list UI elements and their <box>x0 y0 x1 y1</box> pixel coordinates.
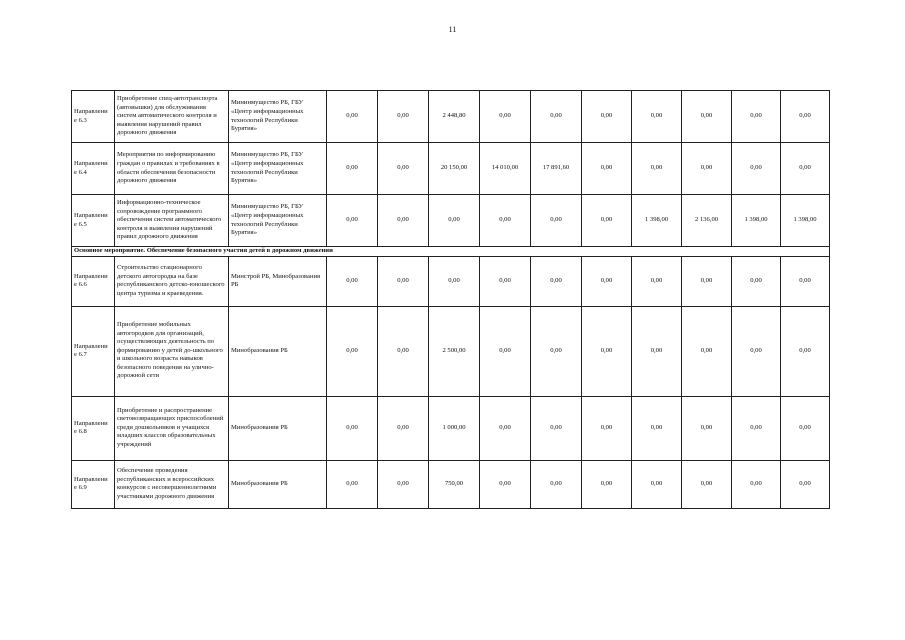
funding-value-cell: 0,00 <box>632 256 682 306</box>
funding-value-cell: 0,00 <box>327 143 378 195</box>
funding-value-cell: 0,00 <box>781 91 830 143</box>
funding-value-cell: 0,00 <box>327 460 378 508</box>
funding-value-cell: 0,00 <box>582 460 632 508</box>
funding-value-cell: 0,00 <box>327 396 378 460</box>
page-number: 11 <box>448 25 457 34</box>
executor-cell: Минобразования РБ <box>229 306 327 396</box>
funding-value-cell: 0,00 <box>480 195 531 247</box>
section-title: Основное мероприятие. Обеспечение безопасного участия детей в дорожном движении <box>72 247 830 257</box>
funding-value-cell: 750,00 <box>429 460 480 508</box>
activity-name-cell: Мероприятия по информированию граждан о правилах и требованиях в области обеспечения безопасности дорожного движения <box>115 143 229 195</box>
funding-value-cell: 0,00 <box>327 306 378 396</box>
activity-name-cell: Обеспечение проведения республиканских и всероссийских конкурсов с несовершеннолетними участниками дорожного движения <box>115 460 229 508</box>
table-row <box>72 195 830 247</box>
funding-value-cell: 0,00 <box>632 460 682 508</box>
funding-value-cell: 0,00 <box>682 306 732 396</box>
funding-value-cell: 0,00 <box>531 306 582 396</box>
direction-code-cell: Направлени е 6.9 <box>72 460 115 508</box>
funding-value-cell: 0,00 <box>582 91 632 143</box>
executor-cell: Мининмущество РБ, ГБУ «Центр информационных технологий Республики Бурятия» <box>229 143 327 195</box>
funding-value-cell: 0,00 <box>732 396 781 460</box>
funding-value-cell: 0,00 <box>632 306 682 396</box>
funding-value-cell: 0,00 <box>582 143 632 195</box>
table-row <box>72 460 830 508</box>
funding-value-cell: 0,00 <box>480 306 531 396</box>
direction-code-cell: Направлени е 6.8 <box>72 396 115 460</box>
funding-value-cell: 0,00 <box>582 306 632 396</box>
direction-code-cell: Направлени е 6.4 <box>72 143 115 195</box>
funding-value-cell: 0,00 <box>531 91 582 143</box>
activity-name-cell: Приобретение спец-автотранспорта (автовышки) для обслуживания систем автоматического контроля и выявления нарушений правил дорожного движения <box>115 91 229 143</box>
activity-name-cell: Строительство стационарного детского автогородка на базе республиканского детско-юношеского центра туризма и краеведения. <box>115 256 229 306</box>
funding-value-cell: 0,00 <box>732 256 781 306</box>
table-row <box>72 396 830 460</box>
funding-value-cell: 1 398,00 <box>732 195 781 247</box>
funding-value-cell: 0,00 <box>327 195 378 247</box>
funding-value-cell: 0,00 <box>582 256 632 306</box>
funding-value-cell: 0,00 <box>732 460 781 508</box>
funding-value-cell: 0,00 <box>531 195 582 247</box>
executor-cell: Мининмущество РБ, ГБУ «Центр информационных технологий Республики Бурятия» <box>229 91 327 143</box>
funding-value-cell: 0,00 <box>327 256 378 306</box>
funding-value-cell: 0,00 <box>378 396 429 460</box>
activity-name-cell: Приобретение мобильных автогородков для организаций, осуществляющих деятельность по формированию у детей до-школьного и школьного возраста навыков безопасного поведения на улично-дорожной сети <box>115 306 229 396</box>
funding-value-cell: 0,00 <box>582 195 632 247</box>
funding-value-cell: 0,00 <box>781 460 830 508</box>
funding-value-cell: 1 000,00 <box>429 396 480 460</box>
funding-value-cell: 0,00 <box>632 143 682 195</box>
funding-value-cell: 0,00 <box>632 396 682 460</box>
funding-value-cell: 0,00 <box>480 256 531 306</box>
funding-value-cell: 0,00 <box>429 195 480 247</box>
funding-value-cell: 2 136,00 <box>682 195 732 247</box>
funding-value-cell: 0,00 <box>682 396 732 460</box>
funding-value-cell: 0,00 <box>531 460 582 508</box>
funding-value-cell: 0,00 <box>682 91 732 143</box>
funding-value-cell: 0,00 <box>378 256 429 306</box>
funding-value-cell: 14 010,00 <box>480 143 531 195</box>
funding-value-cell: 0,00 <box>781 143 830 195</box>
executor-cell: Минобразования РБ <box>229 396 327 460</box>
funding-value-cell: 0,00 <box>531 256 582 306</box>
funding-value-cell: 20 150,00 <box>429 143 480 195</box>
table-row <box>72 306 830 396</box>
direction-code-cell: Направлени е 6.6 <box>72 256 115 306</box>
funding-value-cell: 0,00 <box>531 396 582 460</box>
funding-value-cell: 2 448,80 <box>429 91 480 143</box>
funding-value-cell: 0,00 <box>582 396 632 460</box>
funding-value-cell: 0,00 <box>378 143 429 195</box>
table-row <box>72 143 830 195</box>
funding-value-cell: 0,00 <box>480 396 531 460</box>
budget-table <box>71 90 830 509</box>
funding-value-cell: 0,00 <box>378 306 429 396</box>
funding-value-cell: 0,00 <box>781 306 830 396</box>
funding-value-cell: 0,00 <box>732 143 781 195</box>
funding-value-cell: 0,00 <box>682 143 732 195</box>
funding-value-cell: 1 398,00 <box>781 195 830 247</box>
executor-cell: Минстрой РБ, Минобразования РБ <box>229 256 327 306</box>
funding-value-cell: 0,00 <box>480 460 531 508</box>
funding-value-cell: 0,00 <box>781 256 830 306</box>
table-row <box>72 91 830 143</box>
activity-name-cell: Приобретение и распространение световозвращающих приспособлений среди дошкольников и учащихся младших классов образовательных учреждений <box>115 396 229 460</box>
funding-value-cell: 0,00 <box>682 256 732 306</box>
funding-value-cell: 0,00 <box>480 91 531 143</box>
funding-value-cell: 0,00 <box>682 460 732 508</box>
funding-value-cell: 1 398,00 <box>632 195 682 247</box>
funding-value-cell: 0,00 <box>327 91 378 143</box>
section-header-row <box>72 247 830 257</box>
direction-code-cell: Направлени е 6.5 <box>72 195 115 247</box>
funding-value-cell: 0,00 <box>378 195 429 247</box>
funding-value-cell: 0,00 <box>632 91 682 143</box>
activity-name-cell: Информационно-техническое сопровождение программного обеспечения систем автоматического контроля и выявления нарушений правил дорожного движения <box>115 195 229 247</box>
funding-value-cell: 0,00 <box>429 256 480 306</box>
executor-cell: Мининмущество РБ, ГБУ «Центр информационных технологий Республики Бурятия» <box>229 195 327 247</box>
funding-value-cell: 0,00 <box>732 91 781 143</box>
executor-cell: Минобразования РБ <box>229 460 327 508</box>
direction-code-cell: Направлени е 6.7 <box>72 306 115 396</box>
table-row <box>72 256 830 306</box>
funding-value-cell: 0,00 <box>378 91 429 143</box>
funding-value-cell: 0,00 <box>378 460 429 508</box>
funding-value-cell: 0,00 <box>732 306 781 396</box>
funding-value-cell: 17 891,60 <box>531 143 582 195</box>
funding-value-cell: 2 500,00 <box>429 306 480 396</box>
funding-value-cell: 0,00 <box>781 396 830 460</box>
direction-code-cell: Направлени е 6.3 <box>72 91 115 143</box>
